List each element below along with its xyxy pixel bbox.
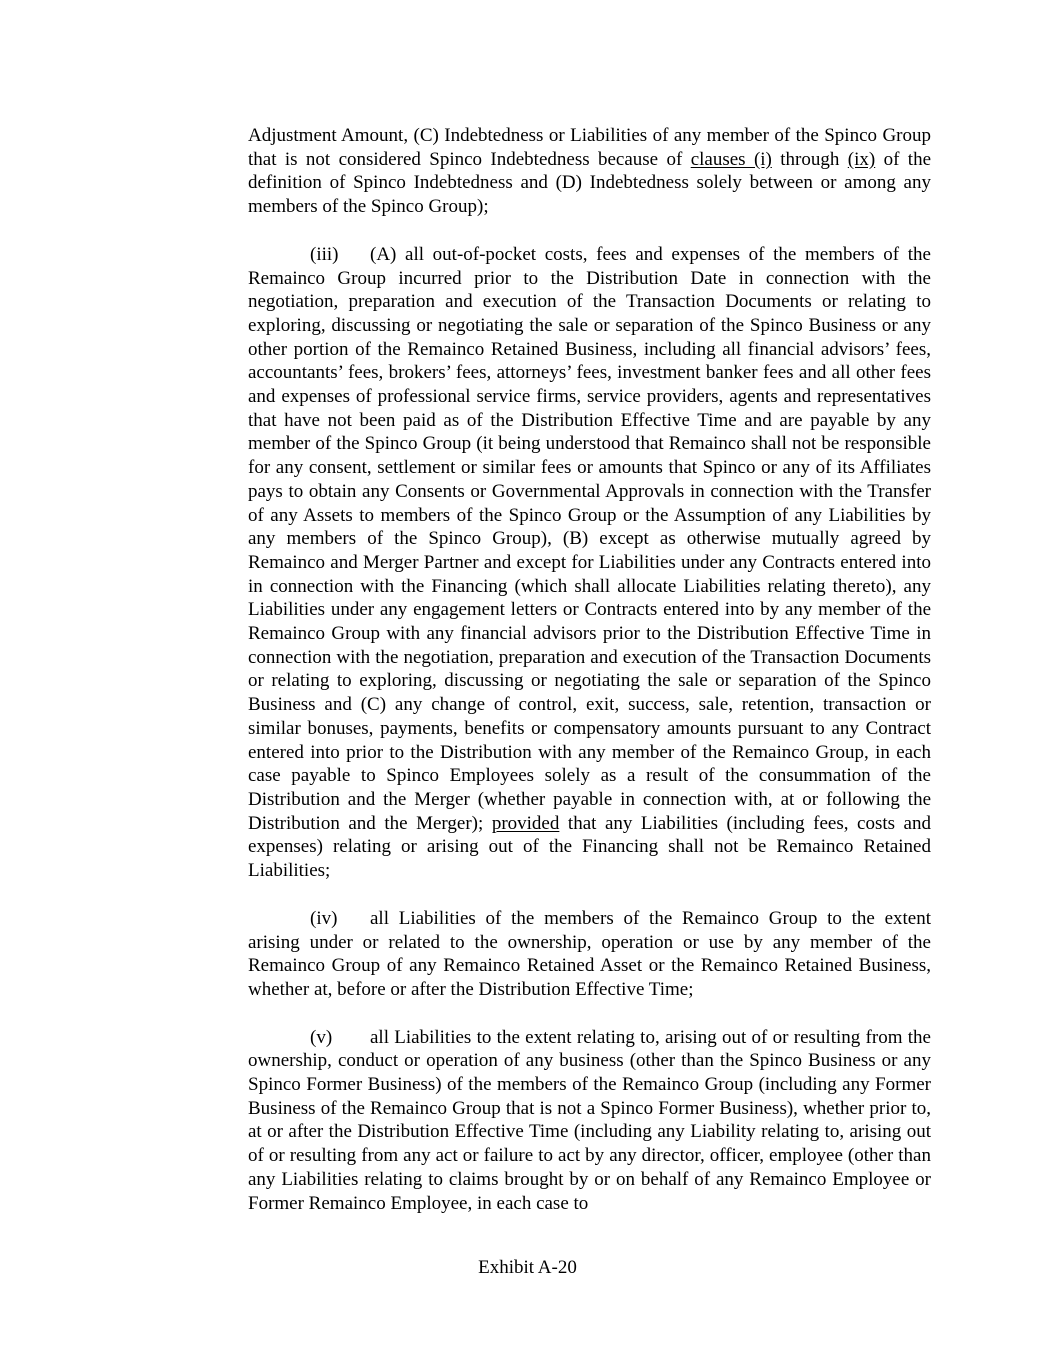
clause-number: (iii) <box>310 243 339 265</box>
clause-number: (iv) <box>310 907 338 929</box>
page-footer: Exhibit A-20 <box>478 1257 577 1278</box>
paragraph-v: (v) all Liabilities to the extent relating to, arising out of or resulting from the ownership, conduct or operation of any business (other than the Spinco Business or any Spinco Former Business) of the members of the Remainco Group (including any Former Business of the Remainco Group that is not a Spinco Former Business), whether prior to, at or after the Distribution Effective Time (including any Liability relating to, arising out of or resulting from any act or failure to act by any director, officer, employee (other than any Liabilities relating to claims brought by or on behalf of any Remainco Employee or Former Remainco Employee, in each case to <box>248 1026 931 1214</box>
provided-term: provided <box>491 812 560 834</box>
paragraph-iv: (iv) all Liabilities of the members of the Remainco Group to the extent arising under or related to the ownership, operation or use by any member of the Remainco Group of any Remainco Retained Asset or the Remainco Retained Business, whether at, before or after the Distribution Effective Time; <box>248 907 931 1000</box>
clause-number: (v) <box>310 1026 333 1048</box>
document-body <box>248 124 931 1239</box>
clause-ref-i: clauses (i) <box>690 148 772 170</box>
paragraph-continuation: Adjustment Amount, (C) Indebtedness or Liabilities of any member of the Spinco Group that is not considered Spinco Indebtedness because of clauses (i) through (ix) of the definition of Spinco Indebtedness and (D) Indebtedness solely between or among any members of the Spinco Group); <box>248 125 931 218</box>
clause-ref-ix: (ix) <box>847 148 876 170</box>
paragraph-iii: (iii) (A) all out-of-pocket costs, fees and expenses of the members of the Remainco Group incurred prior to the Distribution Date in connection with the negotiation, preparation and execution of the Transaction Documents or relating to exploring, discussing or negotiating the sale or separation of the Spinco Business or any other portion of the Remainco Retained Business, including all financial advisors’ fees, accountants’ fees, brokers’ fees, attorneys’ fees, investment banker fees and all other fees and expenses of professional service firms, service providers, agents and representatives that have not been paid as of the Distribution Effective Time and are payable by any member of the Spinco Group (it being understood that Remainco shall not be responsible for any consent, settlement or similar fees or amounts that Spinco or any of its Affiliates pays to obtain any Consents or Governmental Approvals in connection with the Transfer of any Assets to members of the Spinco Group or the Assumption of any Liabilities by any members of the Spinco Group), (B) except as otherwise mutually agreed by Remainco and Merger Partner and except for Liabilities under any Contracts entered into in connection with the Financing (which shall allocate Liabilities relating thereto), any Liabilities under any engagement letters or Contracts entered into by any member of the Remainco Group with any financial advisors prior to the Distribution Effective Time in connection with the negotiation, preparation and execution of the Transaction Documents or relating to exploring, discussing or negotiating the sale or separation of the Spinco Business and (C) any change of control, exit, success, sale, retention, transaction or similar bonuses, payments, benefits or compensatory amounts pursuant to any Contract entered into prior to the Distribution with any member of the Remainco Group, in each case payable to Spinco Employees solely as a result of the consummation of the Distribution and the Merger (whether payable in connection with, at or following the Distribution and the Merger); provided that any Liabilities (including fees, costs and expenses) relating or arising out of the Financing shall not be Remainco Retained Liabilities; <box>248 243 931 882</box>
